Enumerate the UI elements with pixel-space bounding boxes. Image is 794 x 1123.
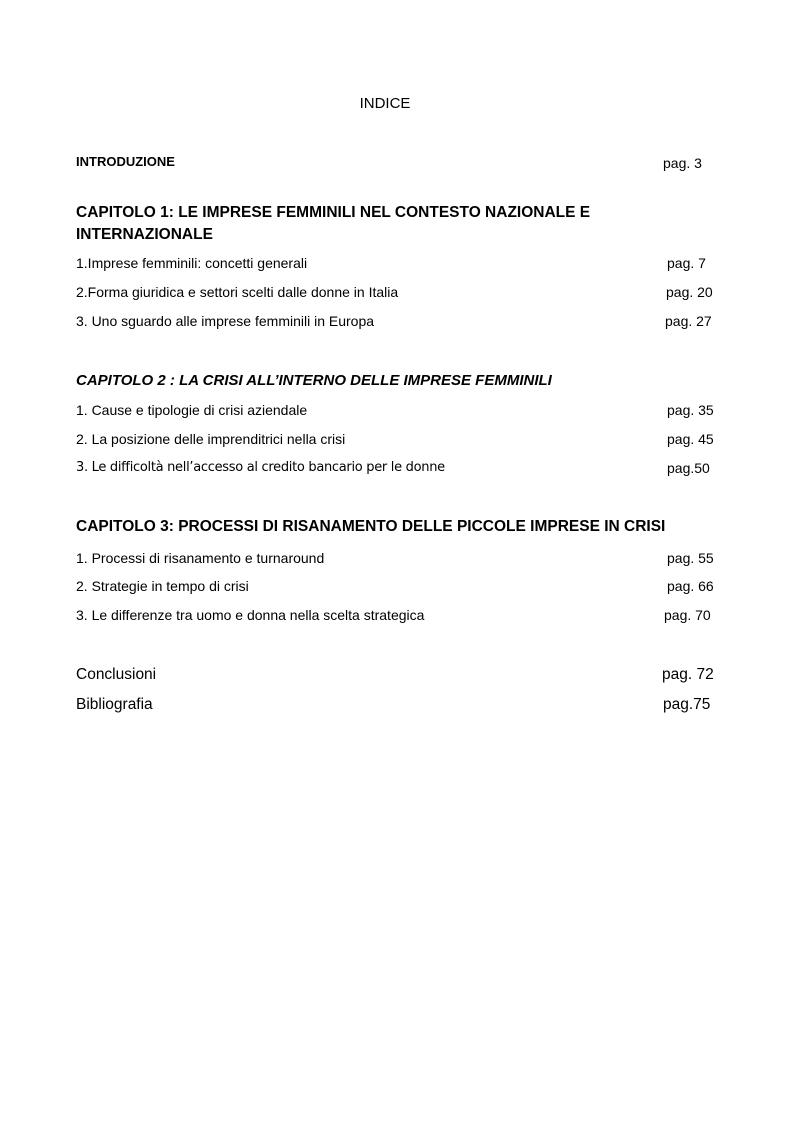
toc-item-1-1: 1.Imprese femminili: concetti generali [76, 255, 308, 271]
toc-item-1-3: 3. Uno sguardo alle imprese femminili in Europa [76, 313, 375, 329]
toc-conclusions: Conclusioni [76, 666, 157, 683]
toc-intro-page: pag. 3 [663, 155, 702, 171]
toc-intro-label: INTRODUZIONE [76, 154, 175, 169]
toc-bibliography: Bibliografia [76, 696, 153, 713]
toc-item-3-2-page: pag. 66 [667, 578, 714, 594]
toc-item-3-1-page: pag. 55 [667, 550, 714, 566]
toc-item-3-2: 2. Strategie in tempo di crisi [76, 578, 249, 594]
toc-item-1-2: 2.Forma giuridica e settori scelti dalle donne in Italia [76, 284, 399, 300]
toc-item-2-3-page: pag.50 [667, 460, 710, 476]
chapter-2-heading: CAPITOLO 2 : LA CRISI ALL’INTERNO DELLE IMPRESE FEMMINILI [76, 372, 552, 389]
page-title: INDICE [359, 95, 411, 112]
chapter-3-heading: CAPITOLO 3: PROCESSI DI RISANAMENTO DELLE PICCOLE IMPRESE IN CRISI [76, 518, 666, 535]
toc-item-3-3-page: pag. 70 [664, 607, 711, 623]
toc-item-3-3: 3. Le differenze tra uomo e donna nella scelta strategica [76, 607, 425, 623]
toc-conclusions-page: pag. 72 [662, 666, 714, 683]
toc-item-1-2-page: pag. 20 [666, 284, 713, 300]
toc-item-2-2: 2. La posizione delle imprenditrici nella crisi [76, 431, 346, 447]
toc-item-2-3: 3. Le difficoltà nell’accesso al credito bancario per le donne [76, 460, 445, 475]
toc-bibliography-page: pag.75 [663, 696, 711, 713]
toc-item-2-1-page: pag. 35 [667, 402, 714, 418]
toc-item-1-3-page: pag. 27 [665, 313, 712, 329]
toc-item-2-2-page: pag. 45 [667, 431, 714, 447]
toc-item-2-1: 1. Cause e tipologie di crisi aziendale [76, 402, 308, 418]
toc-item-3-1: 1. Processi di risanamento e turnaround [76, 550, 325, 566]
chapter-1-heading: CAPITOLO 1: LE IMPRESE FEMMINILI NEL CONTESTO NAZIONALE E INTERNAZIONALE [76, 204, 591, 243]
toc-item-1-1-page: pag. 7 [667, 255, 706, 271]
